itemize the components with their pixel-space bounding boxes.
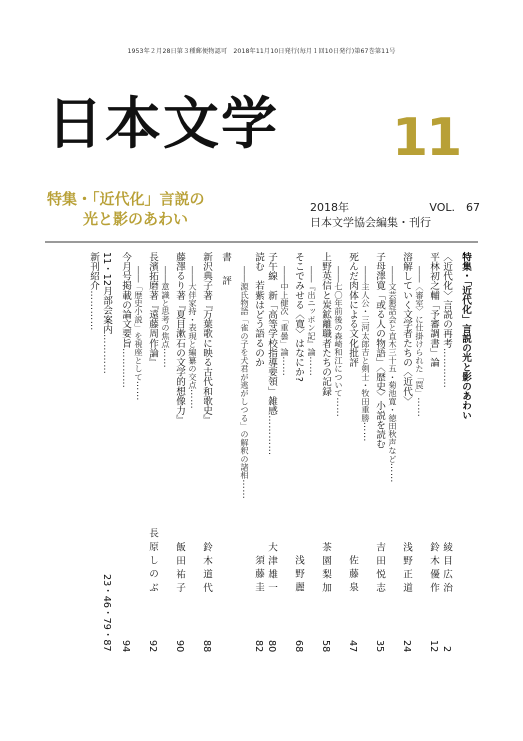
toc-entry bbox=[346, 252, 359, 652]
toc-leader-dots: …… bbox=[134, 380, 145, 401]
toc-entry-title: そこでみせる〈寛〉はなにか? bbox=[293, 252, 304, 382]
publisher: 日本文学協会編集・刊行 bbox=[310, 216, 431, 229]
toc-entry-title: 死んだ肉体による文化批評 bbox=[347, 252, 358, 368]
toc-entry-title: 溶解していく文学者たちの〈近代〉 bbox=[401, 252, 412, 406]
toc-entry-title: 子午線 新「高等学校指導要領」雑感 bbox=[266, 252, 277, 416]
toc-entry bbox=[146, 252, 159, 652]
toc-entry bbox=[119, 252, 132, 652]
toc-entry-title: 新刊紹介 bbox=[88, 252, 99, 291]
toc-entry bbox=[200, 252, 213, 652]
toc-entry-author: 鈴木優作 bbox=[428, 541, 439, 596]
issue-volume: VOL. 67 bbox=[429, 201, 480, 214]
toc-leader-dots: ………… bbox=[266, 415, 277, 456]
toc-entry-author: 大津雄一 bbox=[266, 541, 277, 596]
toc-entry-title: 11・12月部会案内 bbox=[101, 252, 112, 335]
toc-feature-heading: 特集・「近代化」言説の光と影のあわい bbox=[460, 252, 471, 420]
table-of-contents bbox=[55, 252, 472, 667]
toc-entry-page: 2 bbox=[441, 645, 452, 652]
toc-entry-subtitle-text: ――主人公・三河太郎吉と剣士・牧田重勝 bbox=[361, 266, 371, 422]
toc-entry bbox=[400, 252, 413, 652]
toc-entry-page: 68 bbox=[293, 639, 304, 652]
toc-leader-dots: …… bbox=[307, 356, 318, 377]
toc-entry-author: 茶園梨加 bbox=[320, 541, 331, 596]
toc-entry-page: 90 bbox=[174, 639, 185, 652]
toc-entry-subtitle-text: ――〈審室〉に仕掛けられた「罠」 bbox=[415, 266, 425, 398]
toc-entry bbox=[173, 252, 186, 652]
toc-entry-subtitle-text: ――『出ニッポン記』論 bbox=[307, 266, 317, 357]
toc-entry-title: 上野英信と炭鉱離職者たちの記録 bbox=[320, 252, 331, 396]
toc-entry-subtitle-text: ――大伴家持・表現と編纂の交点 bbox=[188, 266, 198, 389]
toc-entry bbox=[252, 252, 265, 652]
toc-entry bbox=[87, 252, 100, 652]
toc-entry-subtitle bbox=[238, 252, 252, 666]
toc-entry-subtitle-text: ――意識と思考の焦点 bbox=[161, 266, 171, 348]
toc-entry-title: 平林初之輔「予審調書」論 bbox=[428, 252, 439, 368]
issue-year: 2018年 bbox=[310, 201, 349, 214]
toc-leader-dots: ………… bbox=[88, 290, 99, 331]
toc-entry-page: 82 bbox=[253, 639, 264, 652]
toc-leader-dots: …… bbox=[240, 479, 251, 500]
toc-entry-page: 24 bbox=[401, 639, 412, 652]
toc-entry bbox=[440, 252, 453, 652]
toc-entry-title: 読む 若紫はどう語るのか bbox=[253, 252, 264, 368]
toc-entry-author: 浅野麗 bbox=[293, 555, 304, 596]
toc-entry-author: 佐藤泉 bbox=[347, 555, 358, 596]
toc-leader-dots: …… bbox=[334, 397, 345, 418]
toc-entry-page: 12 bbox=[428, 639, 439, 652]
toc-entry-title: 今月号掲載の論文要旨 bbox=[120, 252, 131, 348]
divider-rule bbox=[45, 241, 478, 243]
toc-entry bbox=[427, 252, 440, 652]
toc-entry-subtitle bbox=[186, 252, 200, 666]
toc-entry-title: 藤澤るり著『夏目漱石の文学的想像力』 bbox=[174, 252, 185, 425]
toc-entry-subtitle-text: ――「歴史小説」を視座として bbox=[134, 266, 144, 381]
toc-entry-title: 〈近代化〉言説の再考 bbox=[441, 252, 452, 348]
toc-entry-title: 長濱拓磨著『遠藤周作論』 bbox=[147, 252, 158, 368]
toc-leader-dots: ………… bbox=[101, 334, 112, 375]
toc-leader-dots: …… bbox=[280, 356, 291, 377]
toc-entry-page: 47 bbox=[347, 639, 358, 652]
toc-leader-dots: …… bbox=[415, 397, 426, 418]
toc-entry-author: 須藤圭 bbox=[253, 555, 264, 596]
toc-leader-dots: …… bbox=[388, 462, 399, 483]
toc-entry-subtitle-text: ――源氏物語「雀の子を犬君が逃がしつる」の解釈の諸相 bbox=[240, 266, 250, 480]
toc-entry-page: 80 bbox=[266, 639, 277, 652]
toc-entry bbox=[373, 252, 386, 652]
toc-entry-subtitle bbox=[413, 252, 427, 666]
toc-entry-subtitle bbox=[332, 252, 346, 666]
registration-line: 1953年２月28日第３種郵便物認可 2018年11月10日発行(毎月１回10日発行)第67巻第11号 bbox=[127, 48, 396, 55]
toc-entry-subtitle bbox=[278, 252, 292, 666]
toc-entry-subtitle bbox=[132, 252, 146, 666]
toc-entry-page: 58 bbox=[320, 639, 331, 652]
toc-entry-author: 鈴木道代 bbox=[201, 541, 212, 596]
toc-entry-page: 35 bbox=[374, 639, 385, 652]
toc-entry-subtitle-text: ――中上健次「重曇」論 bbox=[280, 266, 290, 357]
toc-entry-page: 88 bbox=[201, 639, 212, 652]
toc-spacer bbox=[213, 252, 219, 669]
toc-leader-dots: …… bbox=[161, 347, 172, 369]
toc-leader-dots: …… bbox=[361, 421, 372, 442]
toc-entry-page: 23・46・79・87 bbox=[101, 574, 112, 652]
toc-entry-author: 浅野正道 bbox=[401, 541, 412, 596]
feature-line-2: 光と影のあわい bbox=[83, 210, 189, 228]
toc-entry-author: 吉田悦志 bbox=[374, 541, 385, 596]
toc-entry-subtitle-text: ――七〇年前後の森崎和江について bbox=[334, 266, 344, 398]
toc-entry-title: 新沢典子著『万葉歌に映る古代和歌史』 bbox=[201, 252, 212, 425]
toc-entry-author: 綾目広治 bbox=[441, 541, 452, 596]
feature-title bbox=[47, 189, 205, 229]
toc-entry bbox=[319, 252, 332, 652]
magazine-title: 日本文学 bbox=[47, 91, 279, 157]
toc-leader-dots: ………… bbox=[120, 348, 131, 389]
toc-entry-page: 94 bbox=[120, 639, 131, 652]
toc-entry bbox=[292, 252, 305, 652]
toc-entry bbox=[265, 252, 278, 652]
toc-entry-subtitle bbox=[386, 252, 400, 666]
toc-entry-title: 子母澤寛「或る人の物語」〈歴史〉小説を読む bbox=[374, 252, 385, 449]
toc-entry-subtitle-text: ――文芸懇話会と直木三十五・菊池寛・徳田秋声など bbox=[388, 266, 398, 463]
toc-leader-dots: …… bbox=[188, 388, 199, 410]
issue-meta bbox=[310, 200, 480, 230]
toc-entry-subtitle bbox=[159, 252, 173, 666]
toc-entry-page: 92 bbox=[147, 639, 158, 652]
toc-entry-subtitle bbox=[305, 252, 319, 666]
toc-entry-subtitle bbox=[359, 252, 373, 666]
issue-number: 11 bbox=[392, 108, 461, 168]
toc-entry-author: 飯田祐子 bbox=[174, 541, 185, 596]
toc-entry-author: 長原しのぶ bbox=[147, 528, 158, 596]
toc-section-label: 書評 bbox=[220, 252, 231, 300]
toc-leader-dots: ………… bbox=[441, 348, 452, 389]
toc-entry bbox=[100, 252, 113, 652]
feature-line-1: 特集・「近代化」言説の bbox=[47, 190, 205, 208]
